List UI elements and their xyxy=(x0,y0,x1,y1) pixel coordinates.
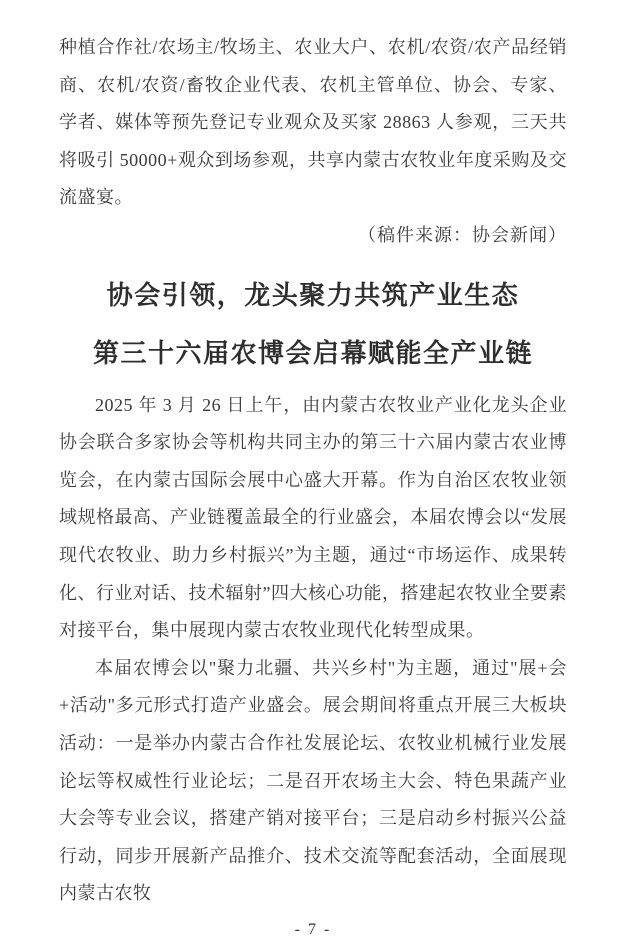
paragraph-visitor-registration: 种植合作社/农场主/牧场主、农业大户、农机/农资/农产品经销商、农机/农资/畜牧企业代表、农机主管单位、协会、专家、学者、媒体等预先登记专业观众及买家 28863 人参观，三天共将吸引 50000+观众到场参观，共享内蒙古农牧业年度采购及交流盛宴。 xyxy=(59,37,567,208)
page-number: - 7 - xyxy=(294,920,332,938)
article-title-line1: 协会引领，龙头聚力共筑产业生态 xyxy=(106,279,520,310)
paragraph-expo-opening: 2025 年 3 月 26 日上午，由内蒙古农牧业产业化龙头企业协会联合多家协会等机构共同主办的第三十六届内蒙古农业博览会，在内蒙古国际会展中心盛大开幕。作为自治区农牧业领域规格最高、产业链覆盖最全的行业盛会，本届农博会以“发展现代农牧业、助力乡村振兴”为主题，通过“市场运作、成果转化、行业对话、技术辐射”四大核心功能，搭建起农牧业全要素对接平台，集中展现内蒙古农牧业现代化转型成果。 xyxy=(59,394,567,641)
source-attribution: （稿件来源：协会新闻） xyxy=(358,224,567,245)
article-title-line2: 第三十六届农博会启幕赋能全产业链 xyxy=(92,337,533,368)
paragraph-expo-theme: 本届农博会以"聚力北疆、共兴乡村"为主题，通过"展+会+活动"多元形式打造产业盛会。展会期间将重点开展三大板块活动：一是举办内蒙古合作社发展论坛、农牧业机械行业发展论坛等权威性行业论坛；二是召开农场主大会、特色果蔬产业大会等专业会议，搭建产销对接平台；三是启动乡村振兴公益行动，同步开展新产品推介、技术交流等配套活动，全面展现内蒙古农牧 xyxy=(59,657,567,904)
